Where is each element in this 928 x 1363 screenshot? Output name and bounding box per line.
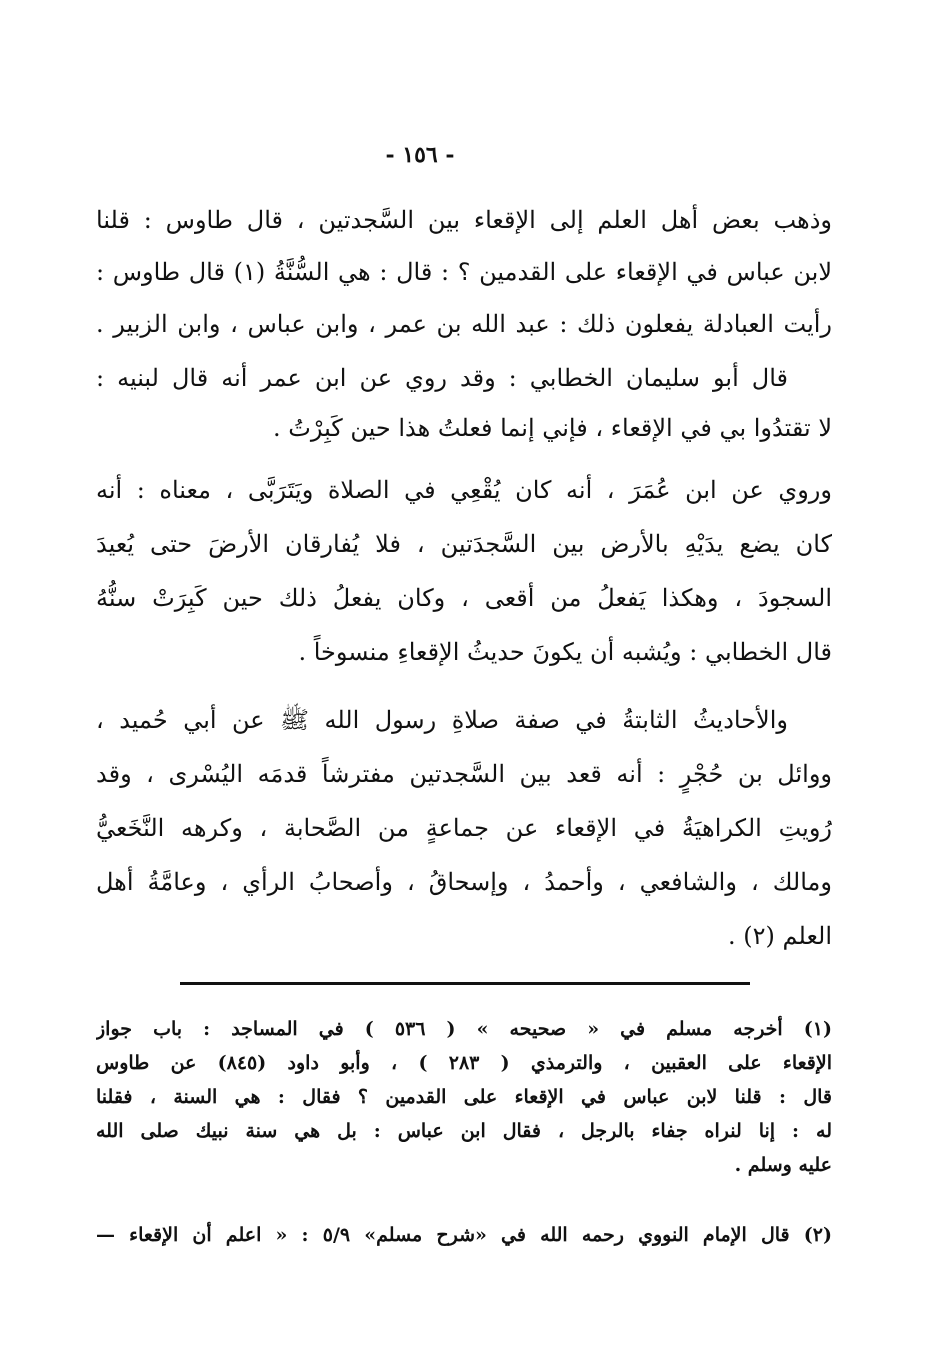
footnote-line: قال : قلنا لابن عباس في الإقعاء على القدمين ؟ فقال : هي السنة ، فقلنا [96, 1086, 832, 1108]
text-line: كان يضع يدَيْهِ بالأرض بين السَّجدَتين ، فلا يُفارقان الأرضَ حتى يُعيدَ [96, 530, 832, 558]
footnote-line: (٢) قال الإمام النووي رحمه الله في «شرح مسلم» ٥/٩ : « اعلم أن الإقعاء — [96, 1224, 832, 1246]
page-number: - ١٥٦ - [385, 142, 455, 168]
text-line: وروي عن ابن عُمَرَ ، أنه كان يُقْعِي في الصلاة ويَتَرَبَّى ، معناه : أنه [96, 476, 832, 504]
text-line: والأحاديثُ الثابتةُ في صفة صلاةِ رسول الله ﷺ عن أبي حُميد ، [96, 706, 788, 734]
footnote-line: الإقعاء على العقبين ، والترمذي ( ٢٨٣ ) ، وأبو داود (٨٤٥) عن طاوس [96, 1052, 832, 1074]
text-line: ووائل بن حُجْرٍ : أنه قعد بين السَّجدتين مفترشاً قدمَه اليُسْرى ، وقد [96, 760, 832, 788]
text-line: العلم (٢) . [728, 922, 832, 950]
text-line: ومالك ، والشافعي ، وأحمدُ ، وإسحاقُ ، وأصحابُ الرأي ، وعامَّةُ أهل [96, 868, 832, 896]
footnote-line: (١) أخرجه مسلم في « صحيحه » ( ٥٣٦ ) في المساجد : باب جواز [96, 1018, 832, 1040]
text-line: السجودَ ، وهكذا يَفعلُ من أقعى ، وكان يفعلُ ذلك حين كَبِرَتْ سنُّهُ [96, 584, 832, 612]
text-line: لا تقتدُوا بي في الإقعاء ، فإني إنما فعلتُ هذا حين كَبِرْتُ . [272, 414, 832, 442]
text-line: رأيت العبادلة يفعلون ذلك : عبد الله بن عمر ، وابن عباس ، وابن الزبير . [96, 310, 832, 338]
text-line: وذهب بعض أهل العلم إلى الإقعاء بين السَّجدتين ، قال طاوس : قلنا [96, 206, 832, 234]
text-line: رُويتِ الكراهيَةُ في الإقعاء عن جماعةٍ من الصَّحابة ، وكرهه النَّخَعيُّ [96, 814, 832, 842]
text-line: قال الخطابي : ويُشبه أن يكونَ حديثُ الإقعاءِ منسوخاً . [298, 638, 832, 666]
text-line: لابن عباس في الإقعاء على القدمين ؟ : قال : هي السُّنَّةُ (١) قال طاوس : [96, 258, 832, 286]
footnote-line: عليه وسلم . [734, 1154, 832, 1176]
text-line: قال أبو سليمان الخطابي : وقد روي عن ابن عمر أنه قال لبنيه : [96, 364, 788, 392]
footnote-divider [180, 982, 750, 985]
footnote-line: له : إنا لنراه جفاء بالرجل ، فقال ابن عباس : بل هي سنة نبيك صلى الله [96, 1120, 832, 1142]
